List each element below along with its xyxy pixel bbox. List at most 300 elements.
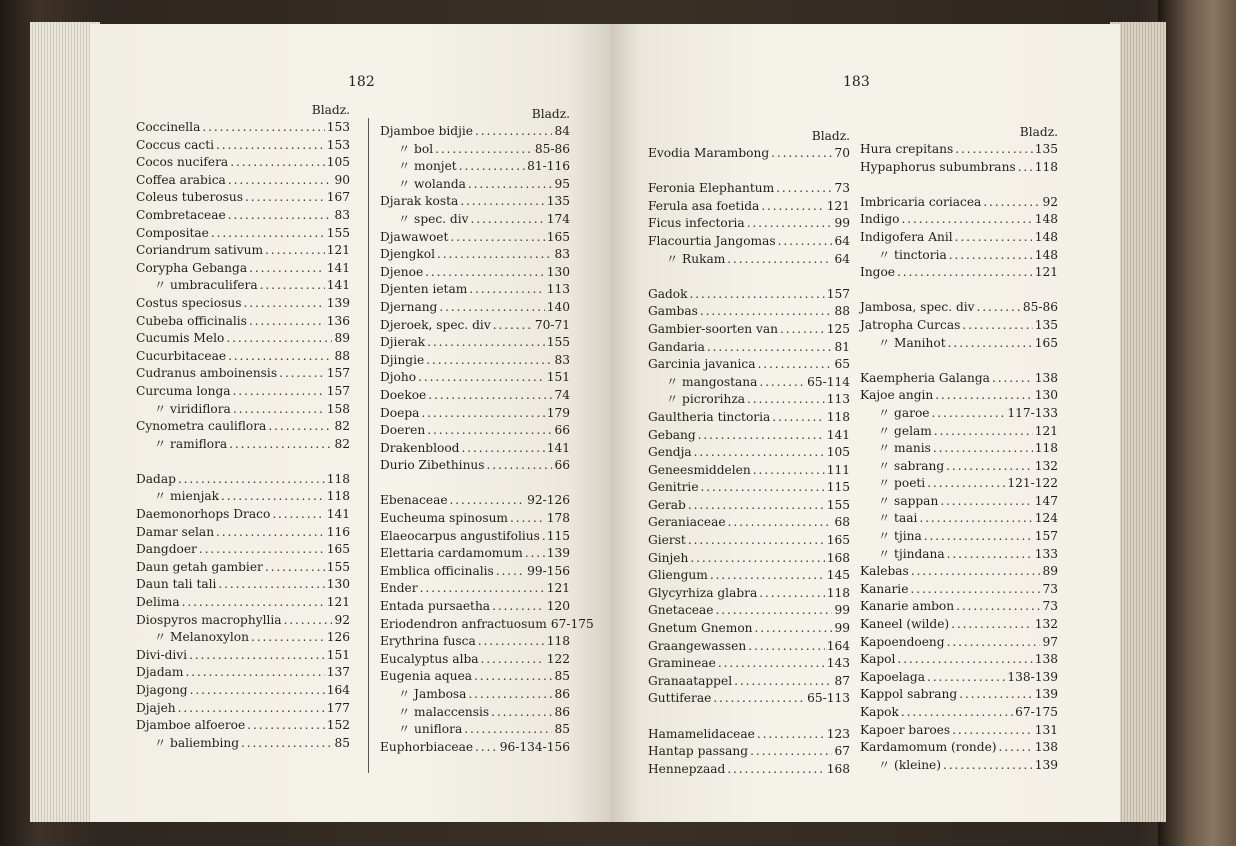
- dot-leader: [228, 172, 333, 190]
- index-entry: [380, 651, 570, 669]
- dot-leader: [249, 260, 325, 278]
- dot-leader: [694, 444, 825, 462]
- section-gap: [136, 453, 350, 471]
- dot-leader: [178, 700, 325, 718]
- entry-term: Indigo: [860, 212, 900, 227]
- entry-term: Gliengum: [648, 568, 708, 583]
- entry-term: Gebang: [648, 427, 696, 442]
- index-entry: [860, 651, 1058, 669]
- entry-term: Eucheuma spinosum: [380, 511, 508, 526]
- dot-leader: [757, 726, 825, 744]
- entry-term: Cubeba officinalis: [136, 313, 247, 328]
- index-entry: [648, 251, 850, 269]
- dot-leader: [229, 436, 332, 454]
- dot-leader: [218, 576, 324, 594]
- dot-leader: [759, 374, 805, 392]
- index-entry: [648, 690, 850, 708]
- entry-page: 99: [834, 216, 850, 231]
- entry-page: 174: [546, 211, 570, 226]
- entry-term: Daun getah gambier: [136, 559, 263, 574]
- entry-term: 〃 poeti: [878, 476, 926, 491]
- dot-leader: [910, 581, 1040, 599]
- index-entry: [648, 321, 850, 339]
- dot-leader: [279, 365, 325, 383]
- entry-page: 92: [334, 612, 350, 627]
- entry-page: 126: [326, 630, 350, 645]
- entry-term: Doepa: [380, 405, 420, 420]
- index-entry: [380, 492, 570, 510]
- dot-leader: [776, 180, 832, 198]
- column-header: Bladz.: [811, 129, 850, 143]
- dot-leader: [977, 299, 1021, 317]
- index-entry: [860, 598, 1058, 616]
- index-entry: [136, 612, 350, 630]
- entry-term: 〃 Rukam: [666, 251, 726, 266]
- entry-term: 〃 baliembing: [154, 735, 240, 750]
- dot-leader: [727, 761, 824, 779]
- entry-page: 121-122: [1007, 476, 1058, 491]
- entry-page: 86: [554, 687, 570, 701]
- index-entry: [648, 726, 850, 744]
- dot-leader: [911, 563, 1041, 581]
- entry-page: 89: [1042, 564, 1058, 579]
- page-number: 182: [348, 74, 375, 90]
- column-header: Bladz.: [311, 103, 350, 117]
- dot-leader: [425, 264, 545, 282]
- entry-page: 120: [546, 599, 570, 614]
- section-gap: [380, 475, 570, 493]
- entry-page: 118: [1034, 441, 1058, 456]
- index-entry: [136, 541, 350, 559]
- entry-term: 〃 wolanda: [398, 176, 466, 191]
- entry-term: Djarak kosta: [380, 194, 459, 209]
- index-entry: [380, 229, 570, 247]
- entry-term: Eriodendron anfractuosum: [380, 616, 547, 631]
- dot-leader: [747, 215, 833, 233]
- index-entry: [136, 154, 350, 172]
- dot-leader: [178, 471, 325, 489]
- entry-term: 〃 garoe: [878, 405, 930, 420]
- dot-leader: [216, 524, 325, 542]
- dot-leader: [897, 264, 1033, 282]
- index-entry: [136, 172, 350, 190]
- entry-term: Corypha Gebanga: [136, 260, 248, 275]
- index-entry: [380, 633, 570, 651]
- entry-term: Djeroek, spec. div: [380, 317, 491, 332]
- entry-term: Imbricaria coriacea: [860, 194, 982, 209]
- entry-term: 〃 malaccensis: [398, 704, 490, 719]
- dot-leader: [249, 313, 325, 331]
- index-entry: [380, 334, 570, 352]
- entry-term: Djierak: [380, 335, 426, 350]
- index-entry: [380, 739, 570, 757]
- index-entry: [648, 532, 850, 550]
- index-entry: [136, 313, 350, 331]
- entry-term: Cynometra cauliflora: [136, 419, 267, 434]
- index-column: [136, 102, 350, 752]
- entry-term: Daun tali tali: [136, 577, 217, 592]
- index-entry: [860, 757, 1058, 775]
- entry-page: 113: [826, 392, 850, 407]
- dot-leader: [230, 154, 325, 172]
- dot-leader: [780, 321, 825, 339]
- index-entry: [136, 137, 350, 155]
- entry-term: Djagong: [136, 683, 188, 697]
- entry-page: 132: [1034, 617, 1058, 632]
- entry-page: 138: [1034, 652, 1058, 667]
- entry-page: 85-86: [1022, 300, 1058, 315]
- dot-leader: [718, 655, 825, 673]
- entry-page: 143: [826, 656, 850, 671]
- dot-leader: [478, 633, 545, 651]
- index-entry: [136, 664, 350, 682]
- entry-term: Diospyros macrophyllia: [136, 612, 282, 627]
- index-entry: [860, 211, 1058, 229]
- index-entry: [380, 668, 570, 686]
- index-entry: [648, 374, 850, 392]
- dot-leader: [243, 295, 324, 313]
- index-entry: [860, 317, 1058, 335]
- entry-term: Ender: [380, 581, 418, 596]
- index-entry: [136, 576, 350, 594]
- entry-page: 141: [826, 427, 850, 442]
- index-entry: [860, 669, 1058, 687]
- entry-term: Kapoelaga: [860, 669, 925, 684]
- entry-term: Djenten ietam: [380, 282, 468, 297]
- dot-leader: [897, 651, 1032, 669]
- index-entry: [648, 462, 850, 480]
- index-entry: [860, 440, 1058, 458]
- entry-term: Gramineae: [648, 656, 716, 671]
- entry-term: 〃 bol: [398, 141, 434, 156]
- entry-term: Hypaphorus subumbrans: [860, 159, 1016, 174]
- entry-term: 〃 taai: [878, 511, 918, 526]
- dot-leader: [747, 391, 825, 409]
- entry-term: Ingoe: [860, 265, 896, 280]
- entry-term: Ebenaceae: [380, 493, 448, 508]
- index-entry: [648, 585, 850, 603]
- index-entry: [648, 497, 850, 515]
- entry-term: Damar selan: [136, 524, 215, 539]
- dot-leader: [475, 123, 552, 141]
- entry-page: 118: [826, 409, 850, 424]
- dot-leader: [510, 510, 545, 528]
- entry-page: 85: [554, 722, 570, 737]
- entry-page: 82: [334, 419, 350, 434]
- dot-leader: [927, 475, 1005, 493]
- index-entry: [648, 673, 850, 691]
- entry-term: 〃 sabrang: [878, 458, 945, 473]
- dot-leader: [927, 669, 1005, 687]
- entry-term: Indigofera Anil: [860, 229, 953, 244]
- entry-page: 88: [334, 348, 350, 363]
- section-gap: [648, 268, 850, 286]
- entry-term: Gierst: [648, 533, 686, 548]
- dot-leader: [468, 176, 553, 194]
- entry-term: Drakenblood: [380, 440, 460, 455]
- index-entry: [860, 704, 1058, 722]
- entry-term: Kardamomum (ronde): [860, 740, 997, 755]
- index-entry: [136, 418, 350, 436]
- entry-page: 131: [1034, 722, 1058, 737]
- index-entry: [648, 198, 850, 216]
- dot-leader: [935, 387, 1032, 405]
- entry-term: Doeren: [380, 423, 426, 438]
- index-entry: [136, 119, 350, 137]
- index-entry: [136, 594, 350, 612]
- dot-leader: [460, 193, 544, 211]
- dot-leader: [690, 286, 825, 304]
- index-entry: [380, 457, 570, 475]
- section-gap: [648, 708, 850, 726]
- entry-page: 151: [546, 370, 570, 385]
- dot-leader: [952, 722, 1033, 740]
- index-entry: [860, 546, 1058, 564]
- entry-page: 66: [554, 458, 570, 473]
- dot-leader: [761, 198, 824, 216]
- index-entry: [136, 330, 350, 348]
- index-entry: [380, 246, 570, 264]
- entry-term: Djamboe alfoeroe: [136, 718, 246, 733]
- entry-term: Gnetaceae: [648, 603, 714, 618]
- dot-leader: [956, 598, 1040, 616]
- entry-term: Djajeh: [136, 700, 176, 715]
- entry-page: 92: [1042, 194, 1058, 209]
- index-entry: [136, 506, 350, 524]
- dot-leader: [901, 704, 1013, 722]
- entry-term: Gendja: [648, 445, 692, 460]
- entry-page: 92-126: [527, 493, 570, 508]
- dot-leader: [924, 528, 1033, 546]
- dot-leader: [471, 211, 545, 229]
- index-entry: [136, 383, 350, 401]
- index-entry: [860, 247, 1058, 265]
- entry-page: 81: [834, 339, 850, 354]
- entry-page: 141: [326, 278, 350, 293]
- dot-leader: [268, 418, 332, 436]
- entry-term: Djingie: [380, 352, 425, 367]
- dot-leader: [755, 620, 833, 638]
- index-entry: [380, 264, 570, 282]
- dot-leader: [420, 580, 545, 598]
- index-entry: [380, 141, 570, 159]
- column-divider: [368, 118, 369, 773]
- dot-leader: [707, 339, 833, 357]
- index-entry: [860, 563, 1058, 581]
- dot-leader: [228, 207, 333, 225]
- dot-leader: [902, 211, 1033, 229]
- entry-term: 〃 Manihot: [878, 335, 946, 350]
- index-entry: [648, 638, 850, 656]
- entry-page: 130: [1034, 388, 1058, 403]
- entry-term: Coffea arabica: [136, 172, 226, 187]
- index-entry: [380, 422, 570, 440]
- index-entry: [860, 458, 1058, 476]
- entry-term: Geraniaceae: [648, 515, 726, 530]
- entry-page: 73: [1042, 581, 1058, 596]
- entry-page: 155: [826, 497, 850, 512]
- entry-page: 89: [334, 331, 350, 346]
- dot-leader: [233, 383, 325, 401]
- index-column: [860, 124, 1058, 774]
- dot-leader: [459, 158, 525, 176]
- dot-leader: [962, 317, 1032, 335]
- entry-page: 95: [554, 176, 570, 191]
- entry-term: Durio Zibethinus: [380, 458, 485, 473]
- entry-page: 148: [1034, 247, 1058, 262]
- dot-leader: [948, 335, 1033, 353]
- index-entry: [136, 524, 350, 542]
- index-entry: [136, 629, 350, 647]
- index-entry: [648, 286, 850, 304]
- index-entry: [860, 528, 1058, 546]
- entry-term: 〃 uniflora: [398, 722, 463, 737]
- entry-term: Cucurbitaceae: [136, 348, 227, 363]
- dot-leader: [468, 686, 552, 704]
- entry-page: 152: [326, 718, 350, 733]
- entry-term: 〃 tjindana: [878, 546, 945, 561]
- entry-page: 153: [326, 120, 350, 134]
- dot-leader: [437, 246, 552, 264]
- dot-leader: [185, 664, 324, 682]
- entry-term: Dadap: [136, 471, 176, 486]
- entry-term: Eugenia aquea: [380, 669, 473, 684]
- index-entry: [380, 176, 570, 194]
- dot-leader: [753, 462, 825, 480]
- entry-page: 132: [1034, 458, 1058, 473]
- index-entry: [136, 225, 350, 243]
- dot-leader: [202, 119, 324, 137]
- dot-leader: [946, 458, 1033, 476]
- index-entry: [136, 365, 350, 383]
- index-entry: [648, 743, 850, 761]
- dot-leader: [469, 281, 544, 299]
- index-entry: [136, 295, 350, 313]
- index-entry: [380, 158, 570, 176]
- left-page: [90, 24, 610, 822]
- entry-page: 84: [554, 124, 570, 138]
- index-entry: [136, 242, 350, 260]
- dot-leader: [759, 585, 825, 603]
- dot-leader: [216, 137, 325, 155]
- entry-term: Kappol sabrang: [860, 687, 958, 702]
- entry-term: 〃 umbraculifera: [154, 278, 258, 293]
- entry-page: 67: [834, 744, 850, 759]
- entry-term: Kapoendoeng: [860, 634, 945, 649]
- dot-leader: [474, 668, 552, 686]
- entry-page: 74: [554, 387, 570, 402]
- dot-leader: [492, 598, 545, 616]
- dot-leader: [245, 189, 325, 207]
- entry-term: Djamboe bidjie: [380, 124, 473, 138]
- entry-page: 122: [546, 651, 570, 666]
- entry-page: 168: [826, 550, 850, 565]
- dot-leader: [713, 690, 805, 708]
- entry-page: 141: [326, 260, 350, 275]
- entry-page: 136: [326, 313, 350, 328]
- dot-leader: [199, 541, 325, 559]
- dot-leader: [1018, 159, 1033, 177]
- entry-page: 157: [326, 366, 350, 381]
- entry-page: 177: [326, 700, 350, 715]
- entry-page: 145: [826, 568, 850, 583]
- index-entry: [136, 207, 350, 225]
- index-entry: [648, 180, 850, 198]
- index-entry: [380, 721, 570, 739]
- dot-leader: [701, 479, 825, 497]
- entry-term: 〃 tjina: [878, 529, 922, 544]
- index-entry: [136, 559, 350, 577]
- entry-page: 96-134-156: [499, 739, 570, 754]
- entry-page: 115: [546, 528, 570, 543]
- index-entry: [136, 735, 350, 753]
- entry-term: Gerab: [648, 497, 686, 512]
- entry-term: Gnetum Gnemon: [648, 621, 753, 636]
- dot-leader: [427, 422, 552, 440]
- entry-page: 82: [334, 436, 350, 451]
- index-entry: [136, 401, 350, 419]
- entry-term: Djenoe: [380, 264, 424, 279]
- dot-leader: [487, 457, 553, 475]
- entry-page: 99: [834, 621, 850, 636]
- entry-page: 111: [826, 462, 850, 477]
- index-entry: [860, 423, 1058, 441]
- entry-page: 178: [546, 511, 570, 526]
- dot-leader: [949, 247, 1033, 265]
- entry-term: Cudranus amboinensis: [136, 366, 278, 381]
- entry-term: 〃 manis: [878, 441, 931, 456]
- entry-term: Elaeocarpus angustifolius: [380, 528, 540, 543]
- dot-leader: [421, 405, 544, 423]
- index-entry: [136, 682, 350, 700]
- index-entry: [648, 620, 850, 638]
- entry-page: 121: [326, 243, 350, 258]
- entry-page: 138-139: [1007, 669, 1058, 684]
- index-entry: [380, 686, 570, 704]
- entry-term: Coccinella: [136, 120, 201, 134]
- entry-page: 148: [1034, 229, 1058, 244]
- entry-term: Granaatappel: [648, 673, 733, 688]
- index-column: [648, 128, 850, 778]
- entry-page: 99-156: [527, 563, 570, 578]
- entry-page: 65: [834, 357, 850, 372]
- dot-leader: [450, 229, 544, 247]
- entry-page: 151: [326, 647, 350, 662]
- index-entry: [380, 563, 570, 581]
- entry-page: 85: [334, 735, 350, 750]
- dot-leader: [932, 405, 1006, 423]
- entry-term: Hura crepitans: [860, 142, 954, 156]
- section-gap: [860, 176, 1058, 194]
- entry-page: 138: [1034, 370, 1058, 385]
- right-page: [610, 24, 1120, 822]
- entry-page: 147: [1034, 493, 1058, 508]
- entry-term: Entada pursaetha: [380, 599, 491, 614]
- index-entry: [648, 303, 850, 321]
- dot-leader: [418, 369, 545, 387]
- dot-leader: [481, 651, 545, 669]
- entry-page: 167: [326, 190, 350, 205]
- entry-page: 139: [326, 295, 350, 310]
- index-entry: [648, 550, 850, 568]
- entry-page: 67-175: [1015, 705, 1058, 719]
- index-entry: [380, 616, 594, 634]
- section-gap: [860, 352, 1058, 370]
- entry-page: 158: [326, 401, 350, 416]
- entry-term: Kalebas: [860, 564, 909, 579]
- dot-leader: [728, 514, 833, 532]
- entry-term: Jatropha Curcas: [860, 317, 961, 332]
